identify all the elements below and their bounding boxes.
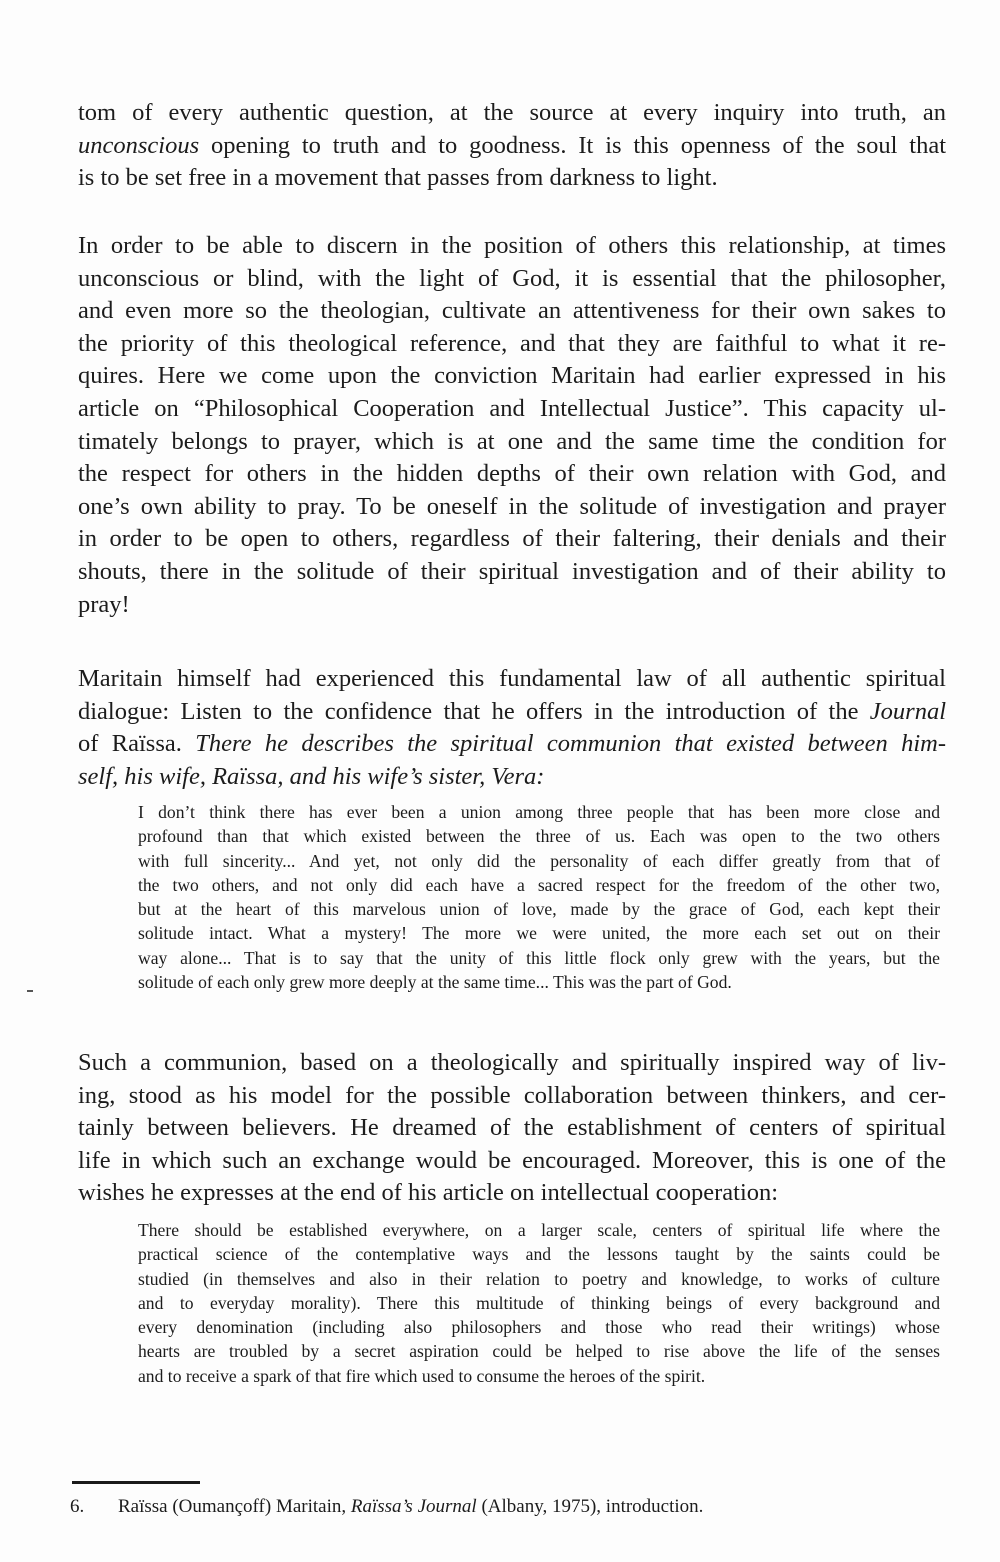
paragraph-2 [78,230,946,621]
text-line: quires. Here we come upon the conviction Maritain had earlier expressed in his [78,362,946,390]
paragraph-4 [78,1047,946,1210]
text-line: and to everyday morality). There this multitude of thinking beings of every background and [138,1292,940,1313]
text-line: one’s own ability to pray. To be oneself in the solitude of investigation and prayer [78,492,946,520]
text-line: unconscious or blind, with the light of God, it is essential that the philosopher, [78,264,946,292]
text-line: unconscious opening to truth and to goodness. It is this openness of the soul that [78,131,946,159]
text-line: life in which such an exchange would be encouraged. Moreover, this is one of the [78,1146,946,1174]
block-quote-journal [138,800,940,994]
text-line: practical science of the contemplative ways and the lessons taught by the saints could be [138,1244,940,1265]
text-line: dialogue: Listen to the confidence that he offers in the introduction of the Journal [78,697,946,725]
text-line: Such a communion, based on a theologically and spiritually inspired way of liv- [78,1049,946,1076]
text-line: every denomination (including also philosophers and those who read their writings) whose [138,1317,940,1338]
text-line: timately belongs to prayer, which is at one and the same time the condition for [78,427,946,455]
text-line: and to receive a spark of that fire which used to consume the heroes of the spirit. [138,1365,706,1386]
footnote-number: 6. [70,1496,85,1517]
text-line: hearts are troubled by a secret aspiration could be helped to rise above the life of the senses [138,1341,940,1362]
text-line: article on “Philosophical Cooperation and Intellectual Justice”. This capacity ul- [78,394,946,422]
text-line: with full sincerity... And yet, not only did the personality of each differ greatly from that of [138,850,940,871]
scan-speck [27,990,33,992]
text-line: profound than that which existed between the three of us. Each was open to the two others [138,826,940,847]
text-line: and even more so the theologian, cultivate an attentiveness for their own sakes to [78,297,946,325]
text-line: is to be set free in a movement that passes from darkness to light. [78,164,718,192]
footnote-title: Raïssa’s Journal [350,1496,477,1517]
text-line: tainly between believers. He dreamed of the establishment of centers of spiritual [78,1114,946,1142]
text-line: the priority of this theological reference, and that they are faithful to what it re- [78,329,946,357]
text-line: the respect for others in the hidden depths of their own relation with God, and [78,460,946,488]
footnote-rule [72,1481,200,1484]
text-line: wishes he expresses at the end of his article on intellectual cooperation: [78,1179,779,1207]
text-line: way alone... That is to say that the unity of this little flock only grew with the years, but the [138,947,940,968]
text-line: In order to be able to discern in the position of others this relationship, at times [78,232,946,259]
block-quote-cooperation [138,1218,940,1388]
footnote [70,1494,950,1520]
text-line: studied (in themselves and also in their relation to poetry and knowledge, to works of culture [138,1268,940,1289]
paragraph-1 [78,97,946,195]
text-line: shouts, there in the solitude of their spiritual investigation and of their ability to [78,557,946,585]
text-line: of Raïssa. There he describes the spiritual communion that existed between him- [78,730,946,758]
text-line: solitude of each only grew more deeply at the same time... This was the part of God. [138,972,732,993]
paragraph-3 [78,663,946,793]
text-line: pray! [78,590,130,618]
footnote-text-before: Raïssa (Oumançoff) Maritain, [118,1496,351,1517]
text-line: tom of every authentic question, at the source at every inquiry into truth, an [78,99,946,126]
text-line: but at the heart of this marvelous union of love, made by the grace of God, each kept their [138,899,940,920]
text-line: ing, stood as his model for the possible collaboration between thinkers, and cer- [78,1081,946,1109]
footnote-text-after: (Albany, 1975), introduction. [476,1496,704,1517]
text-line: solitude intact. What a mystery! The more we were united, the more each set out on their [138,923,940,944]
text-line: Maritain himself had experienced this fundamental law of all authentic spiritual [78,665,946,692]
text-line: in order to be open to others, regardless of their faltering, their denials and their [78,525,946,553]
text-line: self, his wife, Raïssa, and his wife’s sister, Vera: [78,762,545,790]
text-line: the two others, and not only did each have a sacred respect for the freedom of the other two, [138,874,940,895]
text-line: I don’t think there has ever been a union among three people that has been more close and [138,802,940,822]
text-line: There should be established everywhere, on a larger scale, centers of spiritual life where the [138,1220,940,1240]
